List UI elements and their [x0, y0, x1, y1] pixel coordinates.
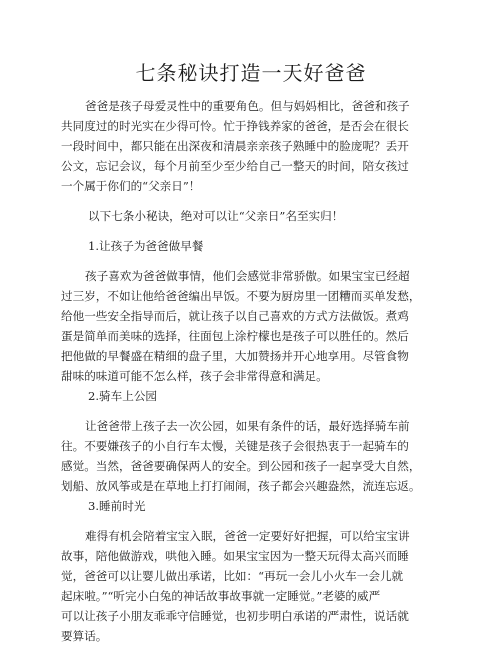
text-line: 蛋是简单而美味的选择，往面包上涂柠檬也是孩子可以胜任的。然后: [61, 329, 409, 343]
text-line: 划船、放风筝或是在草地上打打闹闹，孩子都会兴趣盎然，流连忘返。: [61, 479, 421, 493]
intro-paragraph: [61, 96, 461, 196]
text-line: 觉，爸爸可以让婴儿做出承诺，比如：“再玩一会儿小火车一会儿就: [61, 569, 404, 583]
page-title: 七条秘诀打造一天好爸爸: [135, 61, 367, 85]
text-line: 要算话。: [61, 629, 108, 643]
text-line: 爸爸是孩子母爱灵性中的重要角色。但与妈妈相比，爸爸和孩子: [85, 99, 410, 113]
text-line: 往。不要嫌孩子的小自行车太慢，关键是孩子会很热衷于一起骑车的: [61, 439, 409, 453]
section-paragraph-1: [61, 266, 461, 386]
section-paragraph-3: [61, 526, 461, 646]
text-line: 把他做的早餐盛在精细的盘子里，大加赞扬并开心地享用。尽管食物: [61, 349, 409, 363]
text-line: 难得有机会陪着宝宝入眠，爸爸一定要好好把握，可以给宝宝讲: [85, 529, 410, 543]
lead-sentence: 以下七条小秘诀，绝对可以让“父亲日”名至实归！: [88, 209, 344, 223]
text-line: 起床啦。”“听完小白兔的神话故事故事就一定睡觉。”老婆的威严: [61, 589, 381, 603]
text-line: 孩子喜欢为爸爸做事情，他们会感觉非常骄傲。如果宝宝已经超: [85, 269, 410, 283]
section-heading-1: 1.让孩子为爸爸做早餐: [88, 239, 204, 253]
text-line: 过三岁，不如让他给爸爸编出早饭。不要为厨房里一团糟而买单发愁，: [61, 289, 421, 303]
text-line: 可以让孩子小朋友乖乖守信睡觉，也初步明白承诺的严肃性，说话就: [61, 609, 409, 623]
section-paragraph-2: [61, 416, 461, 496]
text-line: 一个属于你们的“父亲日”！: [61, 179, 201, 193]
text-line: 公文，忘记会议，每个月前至少至少给自己一整天的时间，陪女孩过: [61, 159, 409, 173]
text-line: 甜味的味道可能不怎么样，孩子会非常得意和满足。: [61, 369, 328, 383]
text-line: 感觉。当然，爸爸要确保两人的安全。到公园和孩子一起享受大自然，: [61, 459, 421, 473]
text-line: 让爸爸带上孩子去一次公园，如果有条件的话，最好选择骑车前: [85, 419, 410, 433]
text-line: 故事，陪他做游戏，哄他入睡。如果宝宝因为一整天玩得太高兴而睡: [61, 549, 409, 563]
section-heading-3: 3.睡前时光: [88, 499, 146, 513]
text-line: 给他一些安全指导而后，就让孩子以自己喜欢的方式方法做饭。煮鸡: [61, 309, 409, 323]
text-line: 共同度过的时光实在少得可怜。忙于挣钱养家的爸爸，是否会在很长: [61, 119, 409, 133]
text-line: 一段时间中，都只能在出深夜和清晨亲亲孩子熟睡中的脸庞呢？丢开: [61, 139, 409, 153]
section-heading-2: 2.骑车上公园: [88, 389, 158, 403]
